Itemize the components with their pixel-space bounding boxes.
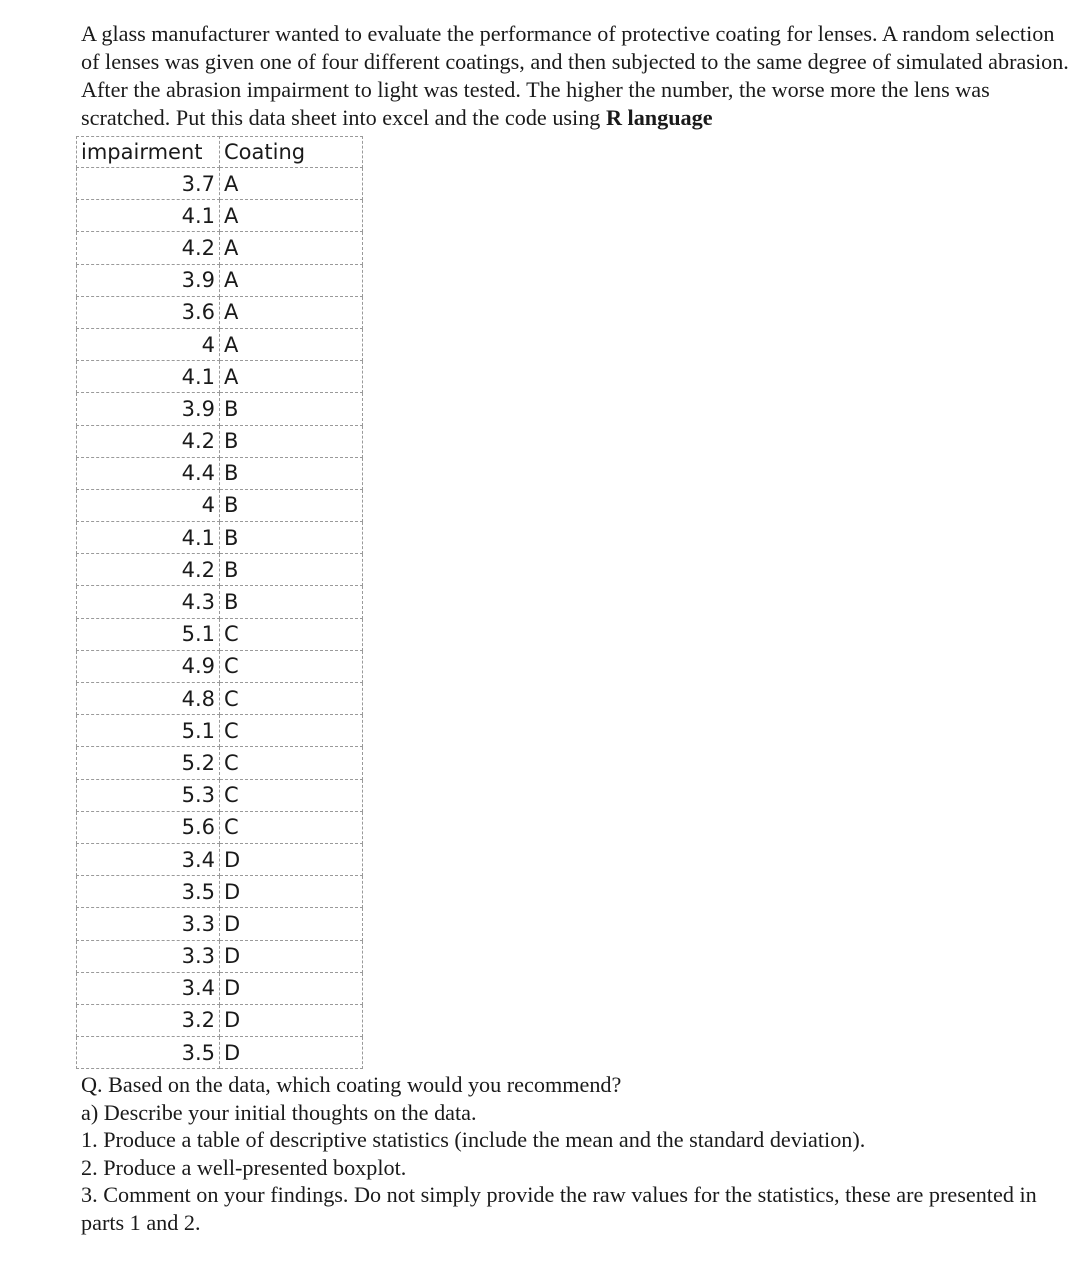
intro-text: A glass manufacturer wanted to evaluate the performance of protective coating for lenses. A random selection of lenses was given one of four different coatings, and then subjected to the same degree of simulated abrasion. After the abrasion impairment to light was tested. The higher the number, the worse more the lens was scratched. Put this data sheet into excel and the code using: [81, 21, 1069, 130]
coating-cell: D: [220, 876, 363, 908]
impairment-cell: 4.8: [77, 683, 220, 715]
impairment-cell: 5.3: [77, 779, 220, 811]
intro-bold-text: R language: [605, 105, 713, 130]
impairment-cell: 4.4: [77, 457, 220, 489]
impairment-cell: 3.9: [77, 264, 220, 296]
impairment-cell: 5.2: [77, 747, 220, 779]
question-1: 1. Produce a table of descriptive statistics (include the mean and the standard deviation).: [81, 1127, 866, 1153]
coating-cell: C: [220, 811, 363, 843]
impairment-cell: 4.3: [77, 586, 220, 618]
impairment-cell: 3.9: [77, 393, 220, 425]
table-row: [77, 747, 363, 779]
coating-cell: A: [220, 296, 363, 328]
questions: [81, 1071, 1071, 1236]
table-row: [77, 779, 363, 811]
table-row: [77, 811, 363, 843]
table-row: [77, 457, 363, 489]
coating-cell: D: [220, 908, 363, 940]
question-main: Q. Based on the data, which coating would you recommend?: [81, 1072, 622, 1098]
question-2: 2. Produce a well-presented boxplot.: [81, 1154, 407, 1180]
table-row: [77, 393, 363, 425]
coating-cell: C: [220, 650, 363, 682]
impairment-cell: 4: [77, 328, 220, 360]
table-row: [77, 843, 363, 875]
coating-cell: B: [220, 425, 363, 457]
table-row: [77, 908, 363, 940]
impairment-cell: 3.7: [77, 168, 220, 200]
table-row: [77, 586, 363, 618]
table-header-row: [77, 137, 363, 168]
question-a: a) Describe your initial thoughts on the data.: [81, 1099, 477, 1125]
table-row: [77, 1037, 363, 1069]
impairment-cell: 4.1: [77, 200, 220, 232]
coating-cell: A: [220, 328, 363, 360]
question-3: 3. Comment on your findings. Do not simply provide the raw values for the statistics, these are presented in parts 1 and 2.: [81, 1182, 1037, 1235]
impairment-cell: 3.4: [77, 972, 220, 1004]
coating-cell: A: [220, 264, 363, 296]
impairment-cell: 5.1: [77, 618, 220, 650]
header-coating: Coating: [220, 137, 363, 168]
impairment-cell: 4.9: [77, 650, 220, 682]
table-row: [77, 425, 363, 457]
table-row: [77, 200, 363, 232]
coating-cell: C: [220, 747, 363, 779]
coating-cell: B: [220, 457, 363, 489]
impairment-cell: 3.4: [77, 843, 220, 875]
intro-paragraph: [81, 20, 1071, 132]
impairment-cell: 4.2: [77, 232, 220, 264]
impairment-cell: 3.5: [77, 1037, 220, 1069]
table-row: [77, 296, 363, 328]
coating-cell: C: [220, 683, 363, 715]
table-body: [77, 168, 363, 1069]
table-row: [77, 361, 363, 393]
table-row: [77, 876, 363, 908]
coating-cell: D: [220, 1037, 363, 1069]
table-row: [77, 168, 363, 200]
document: [81, 20, 1071, 1236]
table-row: [77, 940, 363, 972]
header-impairment: impairment: [77, 137, 220, 168]
impairment-cell: 4: [77, 489, 220, 521]
table-row: [77, 618, 363, 650]
coating-cell: C: [220, 779, 363, 811]
impairment-cell: 3.6: [77, 296, 220, 328]
coating-cell: A: [220, 200, 363, 232]
impairment-cell: 3.2: [77, 1004, 220, 1036]
coating-cell: A: [220, 361, 363, 393]
impairment-cell: 3.5: [77, 876, 220, 908]
coating-cell: B: [220, 522, 363, 554]
table-row: [77, 650, 363, 682]
impairment-cell: 4.2: [77, 425, 220, 457]
coating-cell: D: [220, 940, 363, 972]
impairment-cell: 4.1: [77, 522, 220, 554]
table-row: [77, 1004, 363, 1036]
coating-cell: C: [220, 715, 363, 747]
data-table: [76, 136, 363, 1069]
coating-cell: D: [220, 1004, 363, 1036]
coating-cell: A: [220, 168, 363, 200]
coating-cell: B: [220, 554, 363, 586]
coating-cell: B: [220, 489, 363, 521]
table-row: [77, 715, 363, 747]
coating-cell: A: [220, 232, 363, 264]
impairment-cell: 4.2: [77, 554, 220, 586]
table-row: [77, 522, 363, 554]
impairment-cell: 4.1: [77, 361, 220, 393]
coating-cell: D: [220, 843, 363, 875]
table-row: [77, 328, 363, 360]
coating-cell: B: [220, 393, 363, 425]
table-row: [77, 683, 363, 715]
impairment-cell: 3.3: [77, 940, 220, 972]
table-row: [77, 489, 363, 521]
impairment-cell: 5.6: [77, 811, 220, 843]
coating-cell: B: [220, 586, 363, 618]
table-row: [77, 554, 363, 586]
coating-cell: C: [220, 618, 363, 650]
table-row: [77, 264, 363, 296]
impairment-cell: 5.1: [77, 715, 220, 747]
table-row: [77, 972, 363, 1004]
impairment-cell: 3.3: [77, 908, 220, 940]
coating-cell: D: [220, 972, 363, 1004]
table-row: [77, 232, 363, 264]
